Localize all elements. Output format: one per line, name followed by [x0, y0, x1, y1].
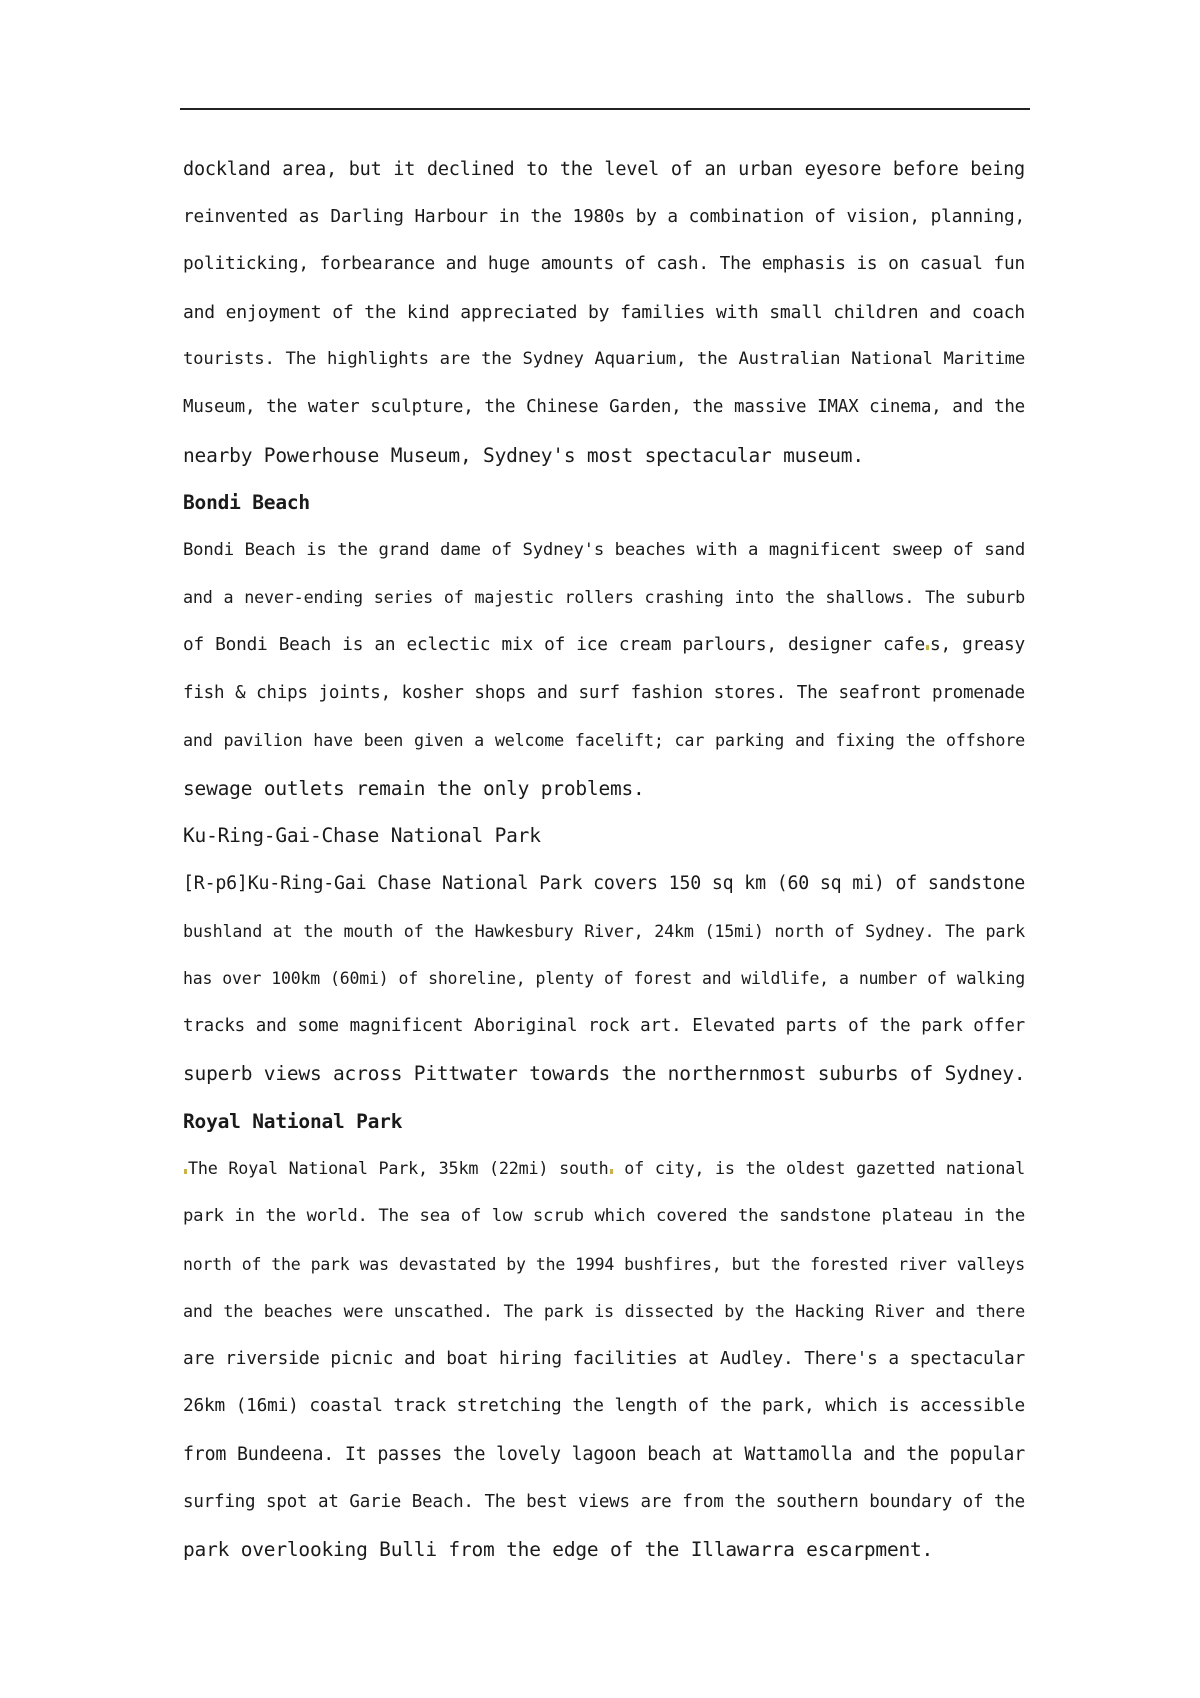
text-fragment: of city, is the oldest gazetted national [613, 1158, 1025, 1179]
text-line: tracks and some magnificent Aboriginal rock art. Elevated parts of the park offer [183, 1015, 1025, 1036]
text-line: dockland area, but it declined to the level of an urban eyesore before being [183, 159, 1025, 180]
text-line: [R-p6]Ku-Ring-Gai Chase National Park covers 150 sq km (60 sq mi) of sandstone [183, 872, 1025, 894]
section-bondi-beach [183, 479, 1025, 812]
text-line: reinvented as Darling Harbour in the 1980s by a combination of vision, planning, [183, 206, 1025, 227]
text-fragment: s, greasy [929, 634, 1025, 655]
text-line: park in the world. The sea of low scrub which covered the sandstone plateau in the [183, 1206, 1025, 1227]
text-line: surfing spot at Garie Beach. The best views are from the southern boundary of the [183, 1491, 1025, 1512]
text-line [183, 1145, 1025, 1193]
section-heading: Royal National Park [183, 1109, 403, 1133]
text-line: are riverside picnic and boat hiring facilities at Audley. There's a spectacular [183, 1348, 1025, 1369]
text-line: north of the park was devastated by the 1994 bushfires, but the forested river valleys [183, 1254, 1025, 1274]
text-fragment: of Bondi Beach is an eclectic mix of ice cream parlours, designer cafe [183, 634, 925, 655]
intro-paragraph [183, 146, 1025, 479]
text-line: nearby Powerhouse Museum, Sydney's most spectacular museum. [183, 443, 864, 467]
text-line: from Bundeena. It passes the lovely lagoon beach at Wattamolla and the popular [183, 1444, 1025, 1466]
text-line: and a never-ending series of majestic rollers crashing into the shallows. The suburb [183, 587, 1025, 608]
annotation-mark [184, 1169, 187, 1174]
text-line: and enjoyment of the kind appreciated by families with small children and coach [183, 301, 1025, 323]
text-line: Bondi Beach is the grand dame of Sydney's beaches with a magnificent sweep of sand [183, 539, 1025, 560]
text-line: and pavilion have been given a welcome facelift; car parking and fixing the offshore [183, 730, 1025, 751]
section-royal-national-park [183, 1098, 1025, 1574]
text-line [183, 622, 1025, 670]
section-ku-ring-gai-chase [183, 812, 1025, 1098]
text-line: Museum, the water sculpture, the Chinese Garden, the massive IMAX cinema, and the [183, 396, 1025, 417]
text-line: politicking, forbearance and huge amounts of cash. The emphasis is on casual fun [183, 254, 1025, 275]
document-body [183, 146, 1025, 1574]
text-line: and the beaches were unscathed. The park is dissected by the Hacking River and there [183, 1301, 1025, 1322]
text-line: has over 100km (60mi) of shoreline, plenty of forest and wildlife, a number of walking [183, 969, 1025, 989]
text-line: 26km (16mi) coastal track stretching the length of the park, which is accessible [183, 1396, 1025, 1417]
text-line: tourists. The highlights are the Sydney Aquarium, the Australian National Maritime [183, 349, 1025, 370]
text-line: bushland at the mouth of the Hawkesbury River, 24km (15mi) north of Sydney. The park [183, 920, 1025, 941]
annotation-mark [926, 645, 929, 650]
text-line: fish & chips joints, kosher shops and surf fashion stores. The seafront promenade [183, 682, 1025, 703]
text-fragment: The Royal National Park, 35km (22mi) south [188, 1158, 609, 1179]
text-line: superb views across Pittwater towards the northernmost suburbs of Sydney. [183, 1062, 1026, 1086]
text-line: park overlooking Bulli from the edge of the Illawarra escarpment. [183, 1538, 934, 1562]
header-rule [180, 108, 1030, 110]
annotation-mark [610, 1169, 613, 1174]
section-heading: Ku-Ring-Gai-Chase National Park [183, 824, 541, 848]
text-line: sewage outlets remain the only problems. [183, 776, 645, 800]
section-heading: Bondi Beach [183, 491, 310, 515]
